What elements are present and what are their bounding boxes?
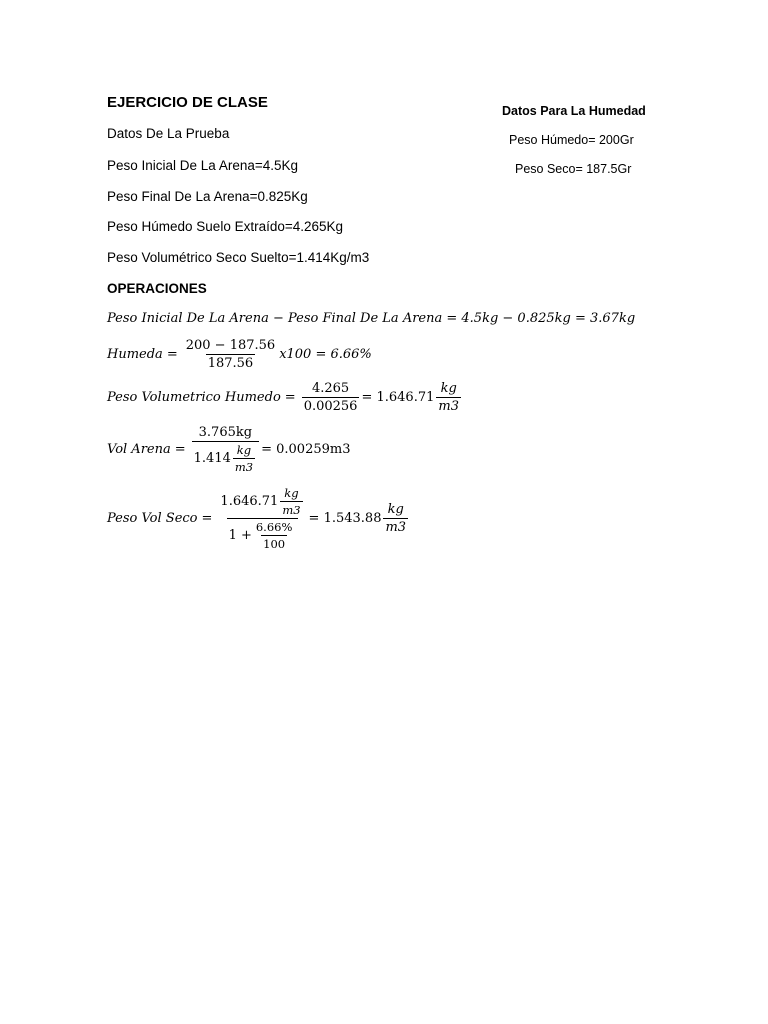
fraction-denominator [192, 441, 259, 474]
fraction-numerator [218, 486, 306, 518]
equals-sign: = [174, 442, 186, 457]
numerator-value: 1.646.71 [220, 494, 279, 509]
unit-numerator: kg [440, 381, 457, 396]
equals-sign: = [201, 511, 213, 526]
percent-denominator: 100 [263, 537, 286, 551]
equation-label: Peso Volumetrico Humedo [107, 390, 281, 405]
humidity-dry-weight: Peso Seco= 187.5Gr [515, 162, 632, 176]
unit-fraction [233, 443, 255, 474]
equation-label: Vol Arena [107, 442, 171, 457]
operations-title: OPERACIONES [107, 281, 207, 296]
fraction-denominator: 0.00256 [303, 399, 358, 414]
percent-fraction [254, 520, 295, 551]
fraction-numerator: 4.265 [311, 381, 350, 396]
page-title: EJERCICIO DE CLASE [107, 94, 268, 111]
test-data-line: Peso Húmedo Suelo Extraído=4.265Kg [107, 219, 344, 234]
equation-label: Humeda [107, 347, 163, 362]
unit-numerator: kg [387, 502, 404, 517]
fraction [302, 381, 360, 414]
percent-numerator: 6.66% [255, 520, 293, 534]
fraction [192, 425, 259, 474]
equation-result: = 0.00259m3 [261, 442, 351, 457]
unit-fraction [436, 381, 461, 414]
humidity-wet-weight: Peso Húmedo= 200Gr [509, 133, 634, 147]
fraction-numerator: 200 − 187.56 [185, 338, 276, 353]
unit-numerator: kg [236, 443, 252, 457]
fraction [218, 486, 306, 551]
unit-denominator: m3 [438, 399, 459, 414]
equals-sign: = [166, 347, 178, 362]
fraction [184, 338, 277, 371]
unit-numerator: kg [284, 486, 299, 500]
unit-fraction [383, 502, 408, 535]
unit-denominator: m3 [234, 460, 254, 474]
equals-sign: = [284, 390, 296, 405]
fraction-denominator: 187.56 [207, 356, 254, 371]
equation-rest: x100 = 6.66% [279, 347, 372, 362]
equation-wet-volumetric-weight [107, 381, 463, 414]
test-data-line: Peso Inicial De La Arena=4.5Kg [107, 158, 299, 173]
humidity-data-title: Datos Para La Humedad [502, 104, 646, 118]
test-data-title: Datos De La Prueba [107, 126, 230, 141]
denominator-value: 1.414 [193, 451, 231, 466]
unit-denominator: m3 [282, 503, 301, 517]
fraction-numerator: 3.765kg [198, 425, 253, 440]
equation-humidity [107, 338, 372, 371]
unit-fraction [280, 486, 302, 517]
unit-denominator: m3 [385, 520, 407, 535]
equation-result: = 1.646.71 [361, 390, 435, 405]
equation-label: Peso Vol Seco [107, 511, 198, 526]
denominator-lead: 1 + [228, 528, 252, 543]
equation-sand-volume [107, 425, 350, 474]
test-data-line: Peso Volumétrico Seco Suelto=1.414Kg/m3 [107, 250, 370, 265]
equation-dry-volumetric-weight [107, 486, 410, 551]
equation-sand-difference: Peso Inicial De La Arena − Peso Final De La Arena = 4.5kg − 0.825kg = 3.67kg [107, 311, 636, 326]
fraction-denominator [227, 518, 299, 551]
equation-result: = 1.543.88 [308, 511, 382, 526]
test-data-line: Peso Final De La Arena=0.825Kg [107, 189, 308, 204]
